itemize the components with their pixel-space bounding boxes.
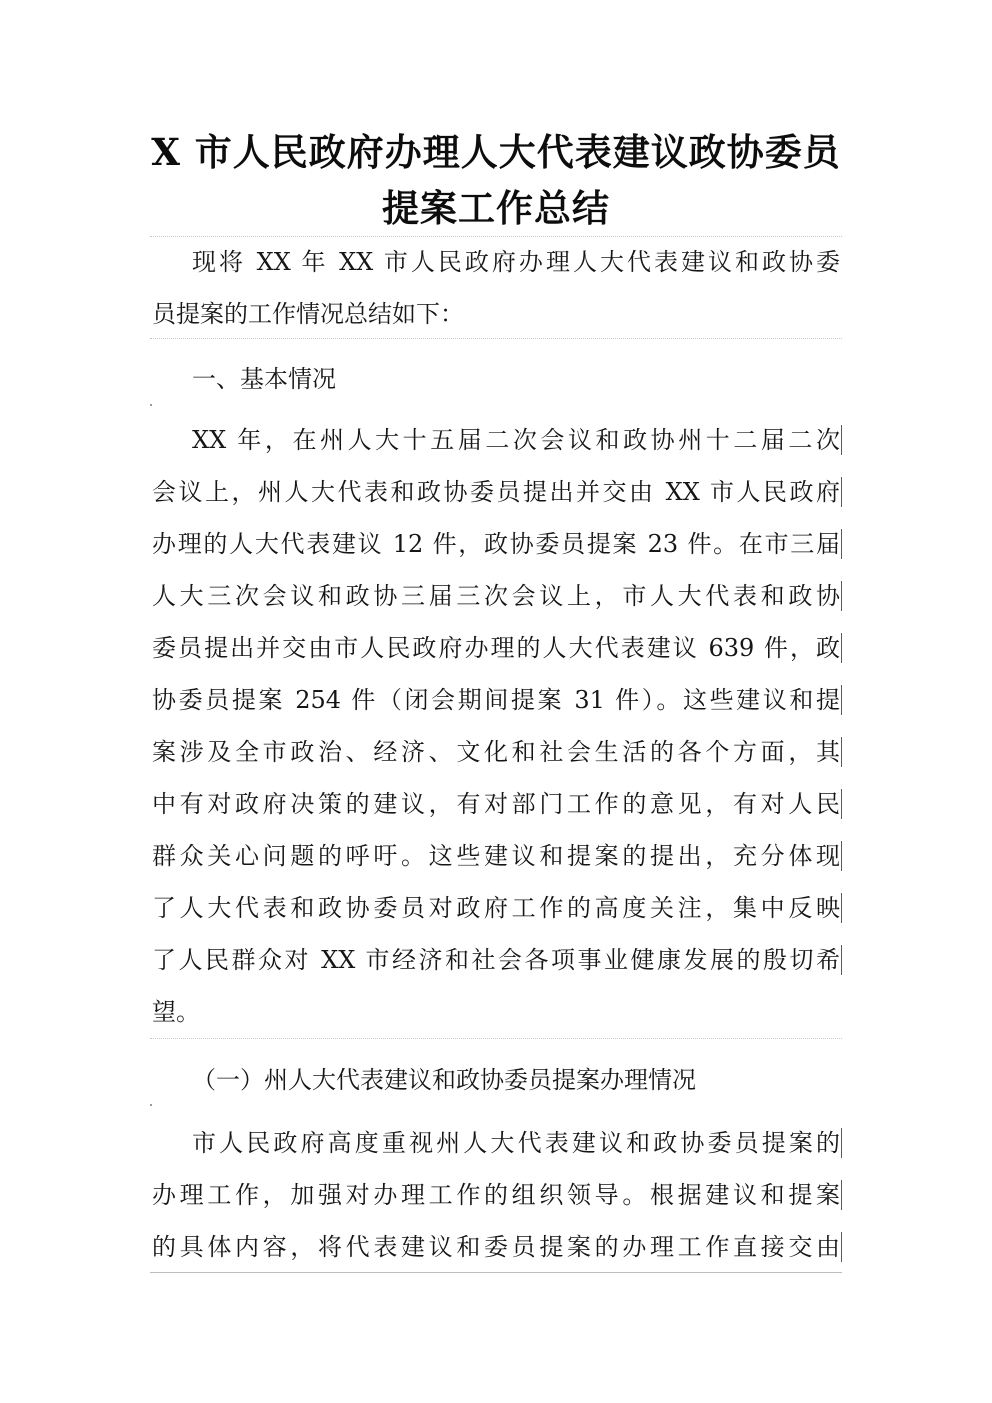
margin-mark (150, 1104, 152, 1106)
margin-mark (841, 737, 842, 767)
paragraph-line: 望。 (152, 998, 200, 1026)
margin-mark (841, 581, 842, 611)
document-title-line-2: 提案工作总结 (382, 186, 610, 230)
divider (150, 338, 842, 339)
margin-mark (841, 633, 842, 663)
paragraph-line: 中有对政府决策的建议，有对部门工作的意见，有对人民 (152, 790, 840, 818)
margin-mark (841, 1128, 842, 1158)
margin-mark (841, 685, 842, 715)
divider (150, 1038, 842, 1039)
margin-mark (841, 477, 842, 507)
paragraph-line: 群众关心问题的呼吁。这些建议和提案的提出，充分体现 (152, 842, 840, 870)
paragraph-line: XX 年，在州人大十五届二次会议和政协州十二届二次 (192, 426, 840, 454)
margin-mark (841, 789, 842, 819)
margin-mark (841, 425, 842, 455)
subsection-heading: （一）州人大代表建议和政协委员提案办理情况 (192, 1066, 696, 1094)
margin-mark (841, 945, 842, 975)
intro-line-2: 员提案的工作情况总结如下： (152, 300, 464, 328)
document-title-line-1: X 市人民政府办理人大代表建议政协委员 (151, 130, 841, 174)
paragraph-line: 了人民群众对 XX 市经济和社会各项事业健康发展的殷切希 (152, 946, 840, 974)
margin-mark (841, 1180, 842, 1210)
paragraph-line: 市人民政府高度重视州人大代表建议和政协委员提案的 (192, 1129, 840, 1157)
paragraph-line: 协委员提案 254 件（闭会期间提案 31 件）。这些建议和提 (152, 686, 840, 714)
paragraph-line: 办理工作，加强对办理工作的组织领导。根据建议和提案 (152, 1181, 840, 1209)
paragraph-line: 了人大代表和政协委员对政府工作的高度关注，集中反映 (152, 894, 840, 922)
paragraph-line: 会议上，州人大代表和政协委员提出并交由 XX 市人民政府 (152, 478, 840, 506)
paragraph-line: 的具体内容，将代表建议和委员提案的办理工作直接交由 (152, 1233, 840, 1261)
margin-mark (841, 529, 842, 559)
paragraph-line: 办理的人大代表建议 12 件，政协委员提案 23 件。在市三届 (152, 530, 840, 558)
paragraph-line: 委员提出并交由市人民政府办理的人大代表建议 639 件，政 (152, 634, 840, 662)
margin-mark (150, 404, 152, 406)
margin-mark (841, 841, 842, 871)
page-bottom-rule (150, 1272, 842, 1273)
paragraph-line: 人大三次会议和政协三届三次会议上，市人大代表和政协 (152, 582, 840, 610)
paragraph-line: 案涉及全市政治、经济、文化和社会生活的各个方面，其 (152, 738, 840, 766)
margin-mark (841, 893, 842, 923)
section-heading: 一、基本情况 (192, 365, 336, 393)
margin-mark (841, 1232, 842, 1262)
intro-line-1: 现将 XX 年 XX 市人民政府办理人大代表建议和政协委 (192, 248, 840, 276)
